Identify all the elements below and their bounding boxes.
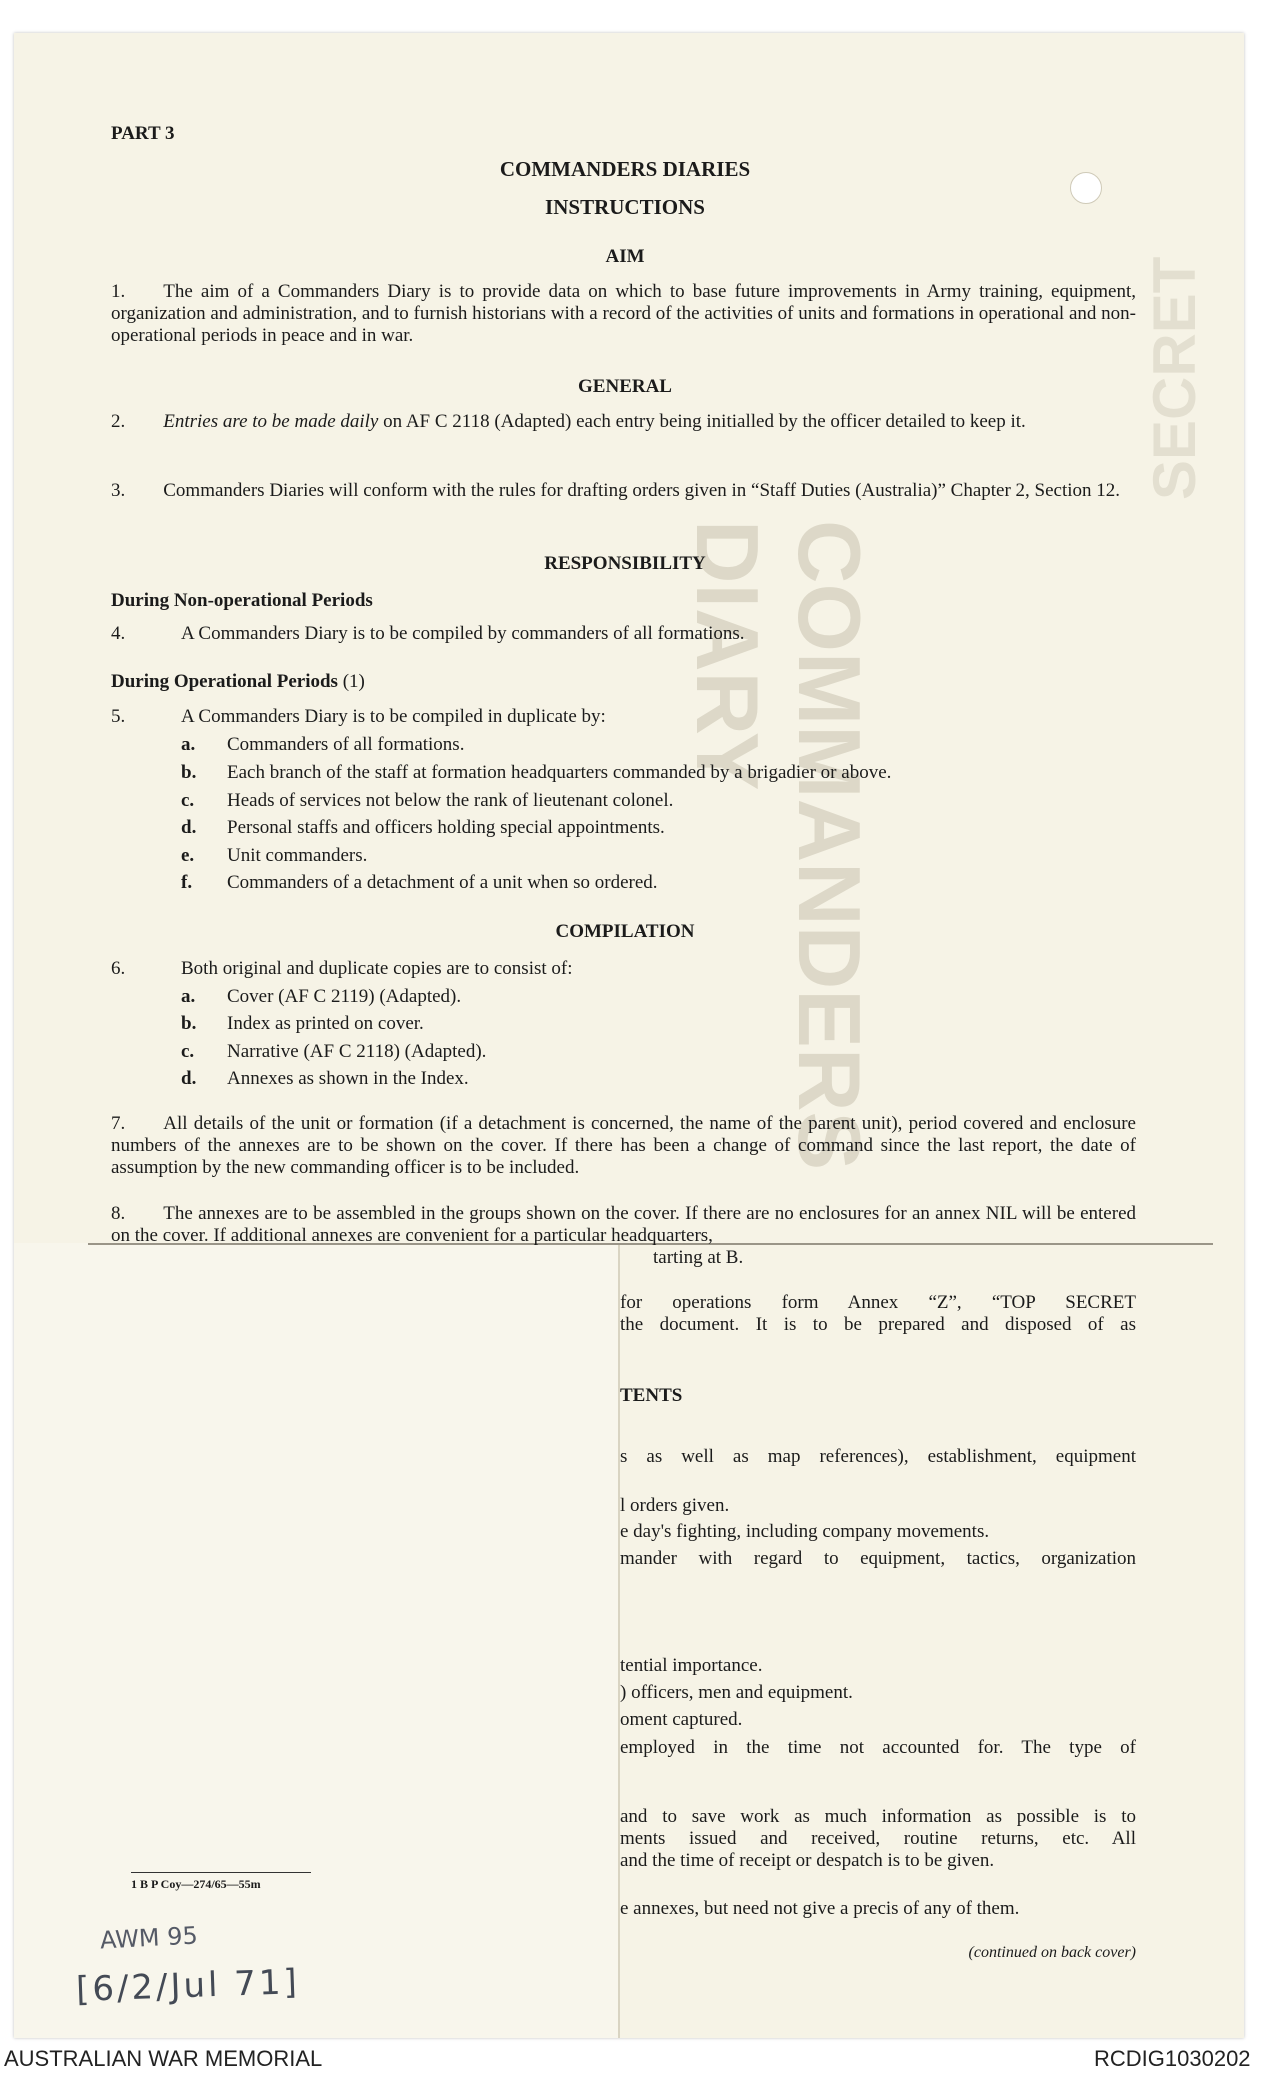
paragraph-6-number: 6. [111,958,126,979]
text-fragment: e day's fighting, including company movements. [620,1521,990,1542]
print-code: 1 B P Coy—274/65—55m [131,1877,261,1891]
list-item: Annexes as shown in the Index. [227,1068,469,1089]
compilation-heading: COMPILATION [555,921,695,942]
paragraph-6: Both original and duplicate copies are to consist of: [181,958,573,979]
print-code-rule [131,1872,311,1873]
list-letter: b. [181,762,197,783]
paragraph-7: 7. All details of the unit or formation (if a detachment is concerned, the name of the parent unit), period covered and enclosure numbers of the annexes are to be shown on the cover. If there has been a change of command since the last report, the date of assumption by the new commanding officer is to be included. [111,1113,1136,1178]
subheading-operational-text: During Operational Periods [111,671,338,692]
paragraph-2-number: 2. [111,411,126,432]
show-through-secret: SECRET [1141,256,1208,500]
list-item: Commanders of all formations. [227,734,465,755]
list-letter: e. [181,845,195,866]
subheading-operational [111,671,365,693]
list-item: Index as printed on cover. [227,1013,424,1034]
text-fragment: l orders given. [620,1495,730,1516]
text-fragment: tarting at B. [653,1247,744,1268]
list-item: Heads of services not below the rank of lieutenant colonel. [227,790,674,811]
punch-hole [1070,172,1102,204]
list-letter: d. [181,1068,197,1089]
text-fragment: ments issued and received, routine returns, etc. All [620,1828,1136,1849]
part-label: PART 3 [111,123,175,144]
list-item: Commanders of a detachment of a unit when so ordered. [227,872,658,893]
paragraph-1: 1. The aim of a Commanders Diary is to provide data on which to base future improvements in Army training, equipment, organization and administration, and to furnish historians with a record of the activities of units and formations in operational and non-operational periods in peace and in war. [111,281,1136,346]
heading-fragment: TENTS [620,1385,683,1406]
paragraph-2-text: on AF C 2118 (Adapted) each entry being initialled by the officer detailed to keep it. [378,411,1026,432]
text-fragment: s as well as map references), establishment, equipment [620,1446,1136,1467]
responsibility-heading: RESPONSIBILITY [544,553,706,574]
list-letter: c. [181,1041,195,1062]
list-letter: c. [181,790,195,811]
paragraph-2 [111,411,1136,433]
paragraph-5: A Commanders Diary is to be compiled in duplicate by: [181,706,606,727]
footer-institution: AUSTRALIAN WAR MEMORIAL [4,2046,323,2071]
list-item: Personal staffs and officers holding special appointments. [227,817,665,838]
list-letter: f. [181,872,193,893]
paragraph-4-number: 4. [111,623,126,644]
list-item: Cover (AF C 2119) (Adapted). [227,986,462,1007]
footnote-ref: (1) [342,671,365,692]
paragraph-5-number: 5. [111,706,126,727]
list-item: Narrative (AF C 2118) (Adapted). [227,1041,487,1062]
paragraph-8: 8. The annexes are to be assembled in the groups shown on the cover. If there are no enclosures for an annex NIL will be entered on the cover. If additional annexes are convenient for a particular headquarters, [111,1203,1136,1246]
aim-heading: AIM [605,246,645,267]
text-fragment: and to save work as much information as possible is to [620,1806,1136,1827]
list-item: Unit commanders. [227,845,368,866]
text-fragment: employed in the time not accounted for. The type of [620,1737,1136,1758]
list-letter: b. [181,1013,197,1034]
list-letter: a. [181,734,196,755]
page-title: COMMANDERS DIARIES [499,157,751,181]
list-letter: d. [181,817,197,838]
page-subtitle: INSTRUCTIONS [545,195,705,219]
paragraph-2-emphasis: Entries are to be made daily [163,411,379,432]
list-letter: a. [181,986,196,1007]
folded-flap [14,1243,618,2038]
list-item: Each branch of the staff at formation headquarters commanded by a brigadier or above. [227,762,892,783]
text-fragment: the document. It is to be prepared and disposed of as [620,1314,1136,1335]
handwritten-reference: AWM 95 [99,1921,199,1955]
text-fragment: for operations form Annex “Z”, “TOP SECRET [620,1292,1136,1313]
general-heading: GENERAL [578,376,672,397]
text-fragment: mander with regard to equipment, tactics, organization [620,1548,1136,1569]
text-fragment: oment captured. [620,1709,743,1730]
continued-note: (continued on back cover) [968,1944,1136,1961]
footer-record-id: RCDIG1030202 [1094,2046,1251,2071]
text-fragment: tential importance. [620,1655,763,1676]
subheading-non-operational: During Non-operational Periods [111,590,373,611]
paragraph-4: A Commanders Diary is to be compiled by commanders of all formations. [181,623,745,644]
show-through-watermark: COMMANDERS DIARY [678,520,879,1171]
text-fragment: ) officers, men and equipment. [620,1682,853,1703]
text-fragment: e annexes, but need not give a precis of any of them. [620,1898,1020,1919]
paragraph-3: 3. Commanders Diaries will conform with the rules for drafting orders given in “Staff Duties (Australia)” Chapter 2, Section 12. [111,480,1121,501]
handwritten-reference-2: [6/2/Jul 71] [75,1962,301,2010]
text-fragment: and the time of receipt or despatch is to be given. [620,1850,995,1871]
